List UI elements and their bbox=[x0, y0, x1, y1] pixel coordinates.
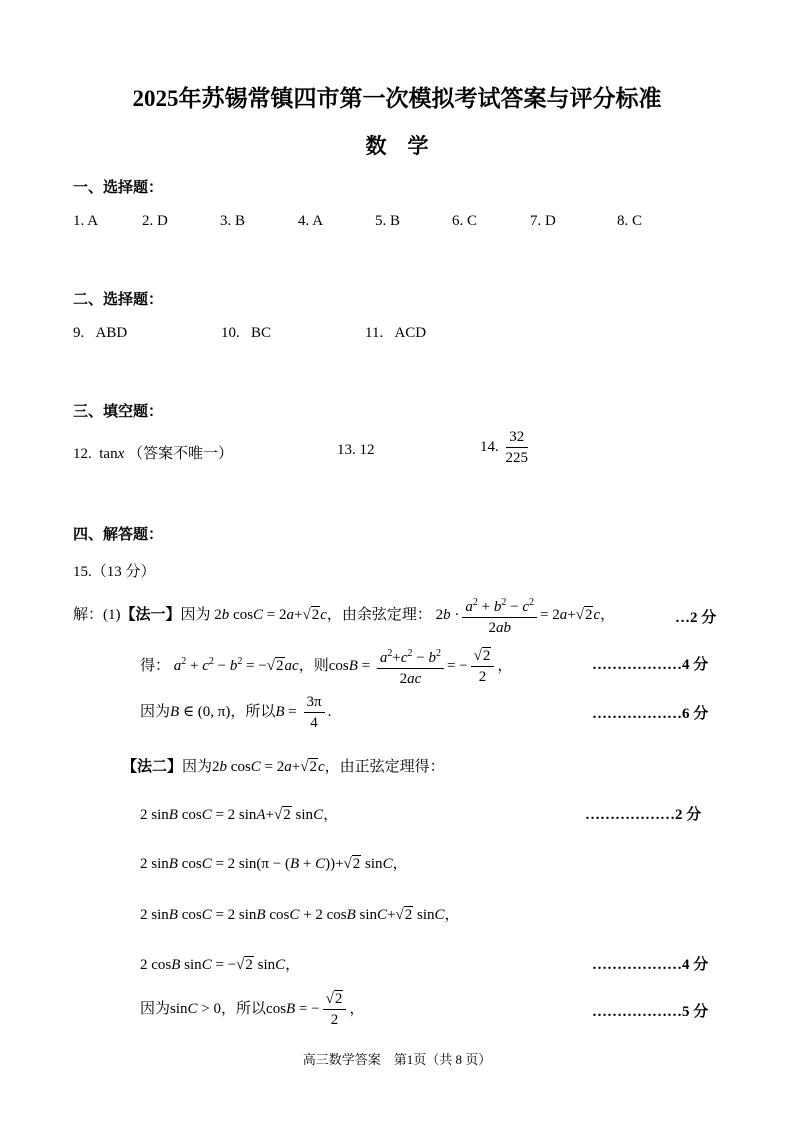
subject-title: 数 学 bbox=[365, 134, 429, 158]
q15-method1-line1: 解：(1)【法一】因为 2b cosC = 2a+√2c，由余弦定理： 2b · $\frac{a^2 + b^2 - c^2}{2ab}$ = 2a+√2c， bbox=[73, 594, 615, 637]
mc-answer-4: 4. A bbox=[298, 213, 324, 229]
mc-answer-8: 8. C bbox=[617, 213, 643, 229]
section-heading-fill-blank: 三、填空题： bbox=[73, 404, 164, 420]
mc-answer-7: 7. D bbox=[530, 213, 556, 229]
score-marker: ………………4 分 bbox=[592, 957, 709, 973]
mc-answer-6: 6. C bbox=[452, 213, 478, 229]
mc-answer-3: 3. B bbox=[220, 213, 246, 229]
q15-method2-line1: 【法二】因为2b cosC = 2a+√2c，由正弦定理得： bbox=[122, 759, 445, 775]
multi-answer-9: 9. ABD bbox=[73, 325, 128, 341]
score-marker: ………………4 分 bbox=[592, 657, 709, 673]
multi-answer-11: 11. ACD bbox=[365, 325, 427, 341]
section-heading-multiple-choice: 一、选择题： bbox=[73, 180, 164, 196]
fraction-32-225: $\frac{32}{225}$ bbox=[505, 429, 528, 466]
q15-method2-line6: 因为sinC > 0，所以cosB = − $\frac{√2}{2}$ ， bbox=[140, 991, 365, 1028]
q15-method1-line2: 得： $a^2 + c^2 - b^2 = -√2ac$，则cosB = $\frac{a^2+c^2 - b^2}{2ac}$ = − $\frac{√2}{2}$ ， bbox=[140, 645, 512, 688]
q15-method2-line5: 2 cosB sinC = −√2 sinC， bbox=[140, 957, 301, 973]
multi-answer-10: 10. BC bbox=[221, 325, 272, 341]
mc-answer-1: 1. A bbox=[73, 213, 99, 229]
score-marker: …2 分 bbox=[675, 610, 717, 626]
q15-method2-line3: 2 sinB cosC = 2 sin(π − (B + C))+√2 sinC， bbox=[140, 856, 408, 872]
fill-answer-13: 13. 12 bbox=[337, 442, 375, 458]
q15-heading: 15.（13 分） bbox=[73, 564, 156, 580]
page-footer: 高三数学答案 第1页（共 8 页） bbox=[302, 1052, 492, 1067]
section-heading-solutions: 四、解答题： bbox=[73, 527, 164, 543]
mc-answer-5: 5. B bbox=[375, 213, 401, 229]
q15-method2-line4: 2 sinB cosC = 2 sinB cosC + 2 cosB sinC+√2 sinC， bbox=[140, 907, 460, 923]
mc-answer-2: 2. D bbox=[142, 213, 168, 229]
score-marker: ………………5 分 bbox=[592, 1004, 709, 1020]
document-title: 2025年苏锡常镇四市第一次模拟考试答案与评分标准 bbox=[132, 86, 662, 111]
section-heading-multi-select: 二、选择题： bbox=[73, 292, 164, 308]
score-marker: ………………2 分 bbox=[585, 807, 702, 823]
q15-method2-line2: 2 sinB cosC = 2 sinA+√2 sinC， bbox=[140, 807, 339, 823]
fill-answer-14: 14. $\frac{32}{225}$ bbox=[480, 429, 528, 466]
score-marker: ………………6 分 bbox=[592, 706, 709, 722]
q15-method1-line3: 因为B ∈ (0, π)，所以B = $\frac{3\pi}{4}$ . bbox=[140, 694, 332, 731]
fill-answer-12: 12. tanx （答案不唯一） bbox=[73, 446, 234, 462]
